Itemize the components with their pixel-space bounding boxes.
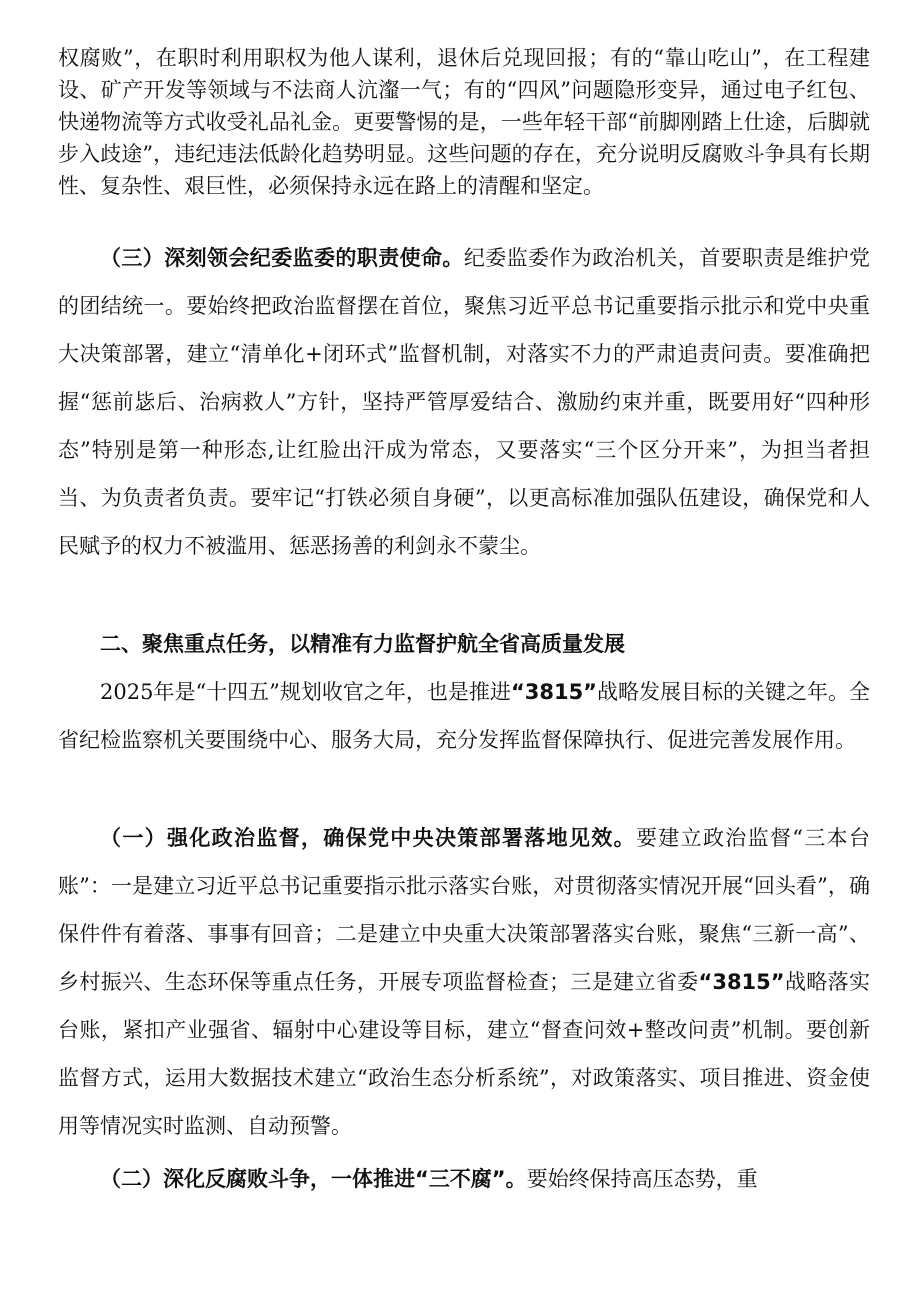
paragraph-anti-corruption xyxy=(58,1155,870,1203)
strategy-code: “3815” xyxy=(510,680,597,704)
section-lead-3: （三）深刻领会纪委监委的职责使命。 xyxy=(100,246,464,270)
paragraph-text: 要始终保持高压态势，重 xyxy=(526,1167,758,1191)
subsection-lead-2: （二）深化反腐败斗争，一体推进“三不腐”。 xyxy=(100,1167,527,1191)
paragraph-duty-mission xyxy=(58,234,870,570)
section-heading-2: 二、聚焦重点任务，以精准有力监督护航全省高质量发展 xyxy=(100,632,625,656)
paragraph-text: 要建立政治监督“三本台账”：一是建立习近平总书记重要指示批示落实台账，对贯彻落实情况开展“回头看”，确保件件有着落、事事有回音；二是建立中央重大决策部署落实台账，聚焦“三新一高”、乡村振兴、生态环保等重点任务，开展专项监督检查；三是建立省委 xyxy=(58,826,870,994)
paragraph-political-supervision xyxy=(58,814,870,1150)
paragraph-text: 战略发展目标的关键之年。全省纪检监察机关要围绕中心、服务大局，充分发挥监督保障执行、促进完善发展作用。 xyxy=(58,680,871,752)
subsection-lead-1: （一）强化政治监督，确保党中央决策部署落地见效。 xyxy=(100,826,636,850)
paragraph-text: 2025年是“十四五”规划收官之年，也是推进 xyxy=(100,680,511,704)
strategy-code: “3815” xyxy=(698,970,785,994)
paragraph-text: 权腐败”，在职时利用职权为他人谋利，退休后兑现回报；有的“靠山吃山”，在工程建设、矿产开发等领域与不法商人沆瀣一气；有的“四风”问题隐形变异，通过电子红包、快递物流等方式收受礼品礼金。更要警惕的是，一些年轻干部“前脚刚踏上仕途，后脚就步入歧途”，违纪违法低龄化趋势明显。这些问题的存在，充分说明反腐败斗争具有长期性、复杂性、艰巨性，必须保持永远在路上的清醒和坚定。 xyxy=(58,46,870,198)
paragraph-text: 战略落实台账，紧扣产业强省、辐射中心建设等目标，建立“督查问效+整改问责”机制。要创新监督方式，运用大数据技术建立“政治生态分析系统”，对政策落实、项目推进、资金使用等情况实时监测、自动预警。 xyxy=(58,970,870,1138)
paragraph-corruption-issues xyxy=(58,42,870,202)
paragraph-intro-2025 xyxy=(58,668,870,764)
paragraph-text: 纪委监委作为政治机关，首要职责是维护党的团结统一。要始终把政治监督摆在首位，聚焦习近平总书记重要指示批示和党中央重大决策部署，建立“清单化+闭环式”监督机制，对落实不力的严肃追责问责。要准确把握“惩前毖后、治病救人”方针，坚持严管厚爱结合、激励约束并重，既要用好“四种形态”特别是第一种形态,让红脸出汗成为常态，又要落实“三个区分开来”，为担当者担当、为负责者负责。要牢记“打铁必须自身硬”，以更高标准加强队伍建设，确保党和人民赋予的权力不被滥用、惩恶扬善的利剑永不蒙尘。 xyxy=(58,246,871,558)
